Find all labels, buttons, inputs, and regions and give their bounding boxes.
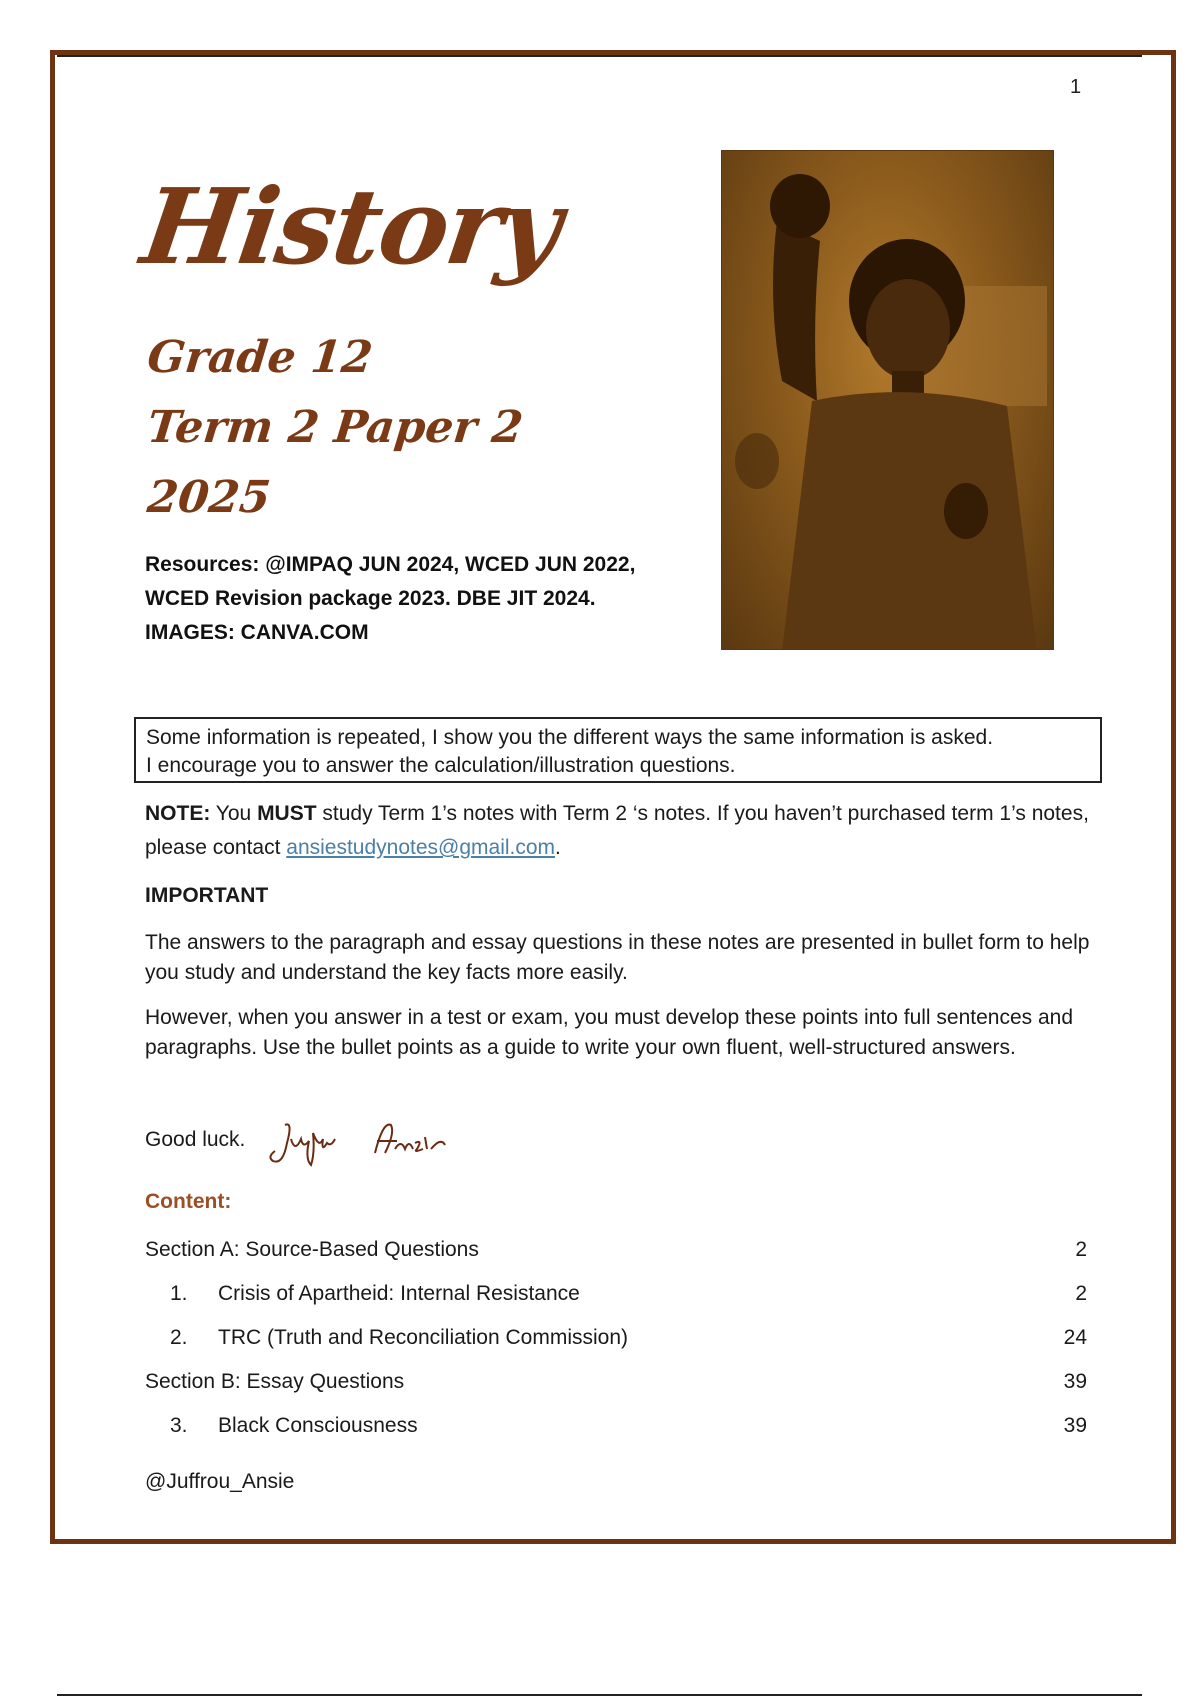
toc-label: Black Consciousness	[218, 1414, 418, 1437]
toc-label: Section B: Essay Questions	[145, 1370, 405, 1393]
note-paragraph	[145, 797, 1105, 865]
toc-page: 2	[1075, 1238, 1087, 1261]
cover-image-raised-fist	[721, 150, 1054, 650]
paragraph-bullet-form: The answers to the paragraph and essay questions in these notes are presented in bullet form to help you study and understand the key facts more easily.	[145, 931, 1090, 984]
toc-label: TRC (Truth and Reconciliation Commission)	[218, 1326, 629, 1349]
top-rule	[57, 55, 1142, 57]
resources-line: WCED Revision package 2023. DBE JIT 2024.	[145, 587, 596, 610]
toc-number: 3.	[170, 1414, 188, 1437]
resources-block	[145, 548, 635, 650]
toc-row[interactable]	[145, 1326, 1087, 1354]
document-title: History	[135, 165, 568, 288]
note-label: NOTE:	[145, 802, 211, 825]
toc-row[interactable]	[145, 1238, 1087, 1266]
good-luck-text: Good luck.	[145, 1128, 246, 1151]
bottom-rule	[57, 1694, 1142, 1696]
info-box	[134, 717, 1102, 783]
toc-page: 39	[1063, 1414, 1087, 1437]
toc-number: 2.	[170, 1326, 188, 1349]
raised-fist-illustration	[722, 151, 1054, 650]
resources-line: Resources: @IMPAQ JUN 2024, WCED JUN 2022,	[145, 553, 636, 576]
paragraph-full-sentences: However, when you answer in a test or exam, you must develop these points into full sentences and paragraphs. Use the bullet points as a guide to write your own fluent, well-structured answers.	[145, 1006, 1074, 1059]
info-line: Some information is repeated, I show you the different ways the same information is asked.	[146, 726, 994, 749]
subtitle-term: Term 2 Paper 2	[145, 402, 526, 453]
subtitle-grade: Grade 12	[145, 332, 375, 383]
note-end: .	[555, 836, 561, 859]
email-link[interactable]: ansiestudynotes@gmail.com	[286, 836, 556, 859]
toc-row[interactable]	[145, 1282, 1087, 1310]
page-number: 1	[1070, 76, 1082, 98]
subtitle-year: 2025	[145, 472, 273, 523]
toc-row[interactable]	[145, 1414, 1087, 1442]
content-heading: Content:	[145, 1190, 232, 1213]
toc-number: 1.	[170, 1282, 188, 1305]
note-must: MUST	[257, 802, 317, 825]
note-text: study Term 1’s notes with Term 2 ‘s notes. If you haven’t purchased term 1’s notes, please contact	[145, 802, 1089, 859]
note-text: You	[210, 802, 258, 825]
toc-page: 39	[1063, 1370, 1087, 1393]
toc-page: 2	[1075, 1282, 1087, 1305]
toc-label: Crisis of Apartheid: Internal Resistance	[218, 1282, 580, 1305]
resources-line: IMAGES: CANVA.COM	[145, 621, 369, 644]
handwritten-signature	[265, 1113, 460, 1173]
toc-row[interactable]	[145, 1370, 1087, 1398]
author-handle: @Juffrou_Ansie	[145, 1470, 295, 1493]
info-line: I encourage you to answer the calculation/illustration questions.	[146, 754, 736, 777]
toc-label: Section A: Source-Based Questions	[145, 1238, 479, 1261]
toc-page: 24	[1063, 1326, 1087, 1349]
important-heading: IMPORTANT	[145, 884, 269, 907]
